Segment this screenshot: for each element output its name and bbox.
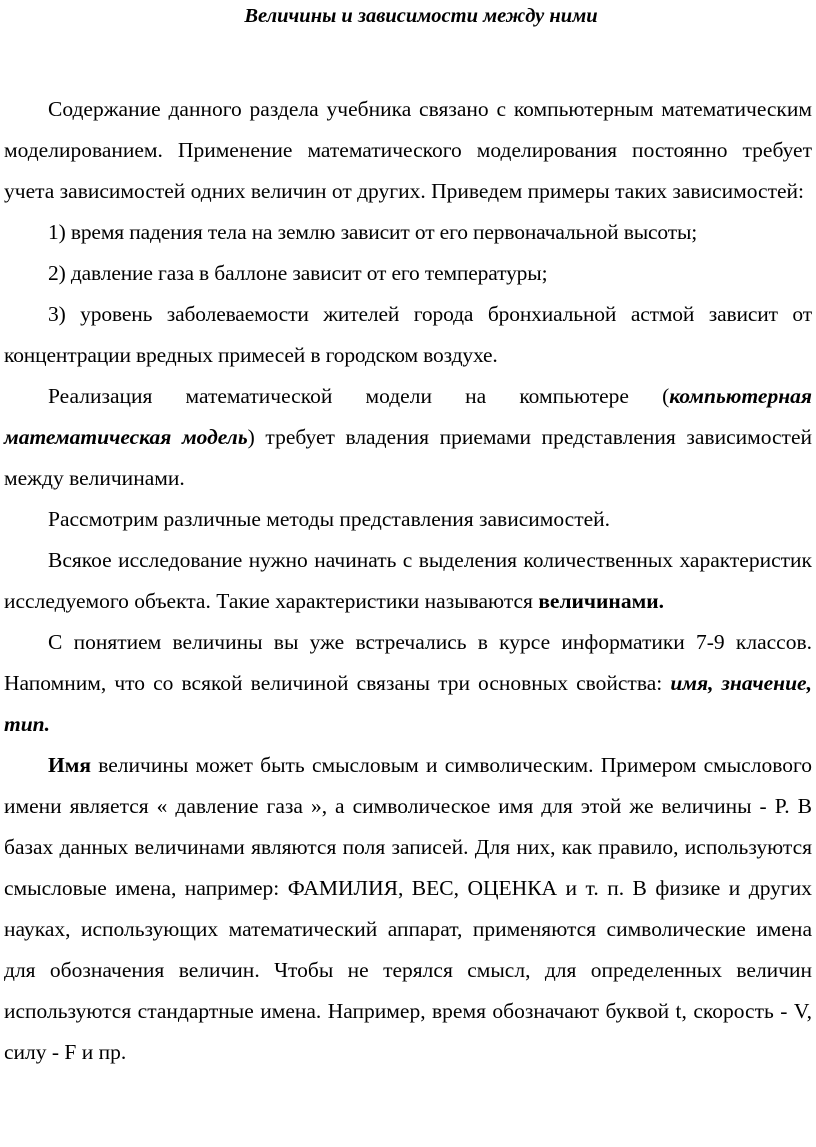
properties-text: С понятием величины вы уже встречались в курсе информатики 7-9 классов. Напомним, что со всякой величиной связаны три основных свойства:	[4, 630, 812, 695]
intro-paragraph: Содержание данного раздела учебника связано с компьютерным математическим моделированием. Применение математического моделирования постоянно требует учета зависимостей одних величин от других. Приведем примеры таких зависимостей:	[4, 97, 812, 203]
name-paragraph-text: величины может быть смысловым и символическим. Примером смыслового имени является « давление газа », а символическое имя для этой же величины - P. В базах данных величинами являются поля записей. Для них, как правило, используются смысловые имена, например: ФАМИЛИЯ, ВЕС, ОЦЕНКА и т. п. В физике и других науках, использующих математический аппарат, применяются символические имена для обозначения величин. Чтобы не терялся смысл, для определенных величин используются стандартные имена. Например, время обозначают буквой t, скорость - V, силу - F и пр.	[4, 753, 812, 1064]
term-quantities: величинами.	[538, 589, 664, 613]
term-name: Имя	[48, 753, 91, 777]
example-item-3: 3) уровень заболеваемости жителей города бронхиальной астмой зависит от концентрации вредных примесей в городском воздухе.	[4, 302, 812, 367]
research-paragraph	[4, 540, 812, 622]
page-title: Величины и зависимости между ними	[244, 5, 598, 27]
methods-paragraph: Рассмотрим различные методы представления зависимостей.	[48, 507, 611, 531]
properties-paragraph	[4, 622, 812, 745]
implementation-text-before: Реализация математической модели на компьютере (	[48, 384, 670, 408]
term-computer-model: компьютерная математическая модель	[4, 384, 812, 449]
document-page	[4, 0, 812, 1073]
title-spacer	[4, 28, 812, 89]
term-properties: имя, значение, тип.	[4, 671, 812, 736]
example-item-2: 2) давление газа в баллоне зависит от его температуры;	[48, 261, 548, 285]
name-paragraph	[4, 745, 812, 1073]
research-text: Всякое исследование нужно начинать с выделения количественных характеристик исследуемого объекта. Такие характеристики называются	[4, 548, 812, 613]
implementation-paragraph	[4, 376, 812, 499]
implementation-text-after: ) требует владения приемами представления зависимостей между величинами.	[4, 425, 812, 490]
example-item-1: 1) время падения тела на землю зависит от его первоначальной высоты;	[48, 220, 698, 244]
